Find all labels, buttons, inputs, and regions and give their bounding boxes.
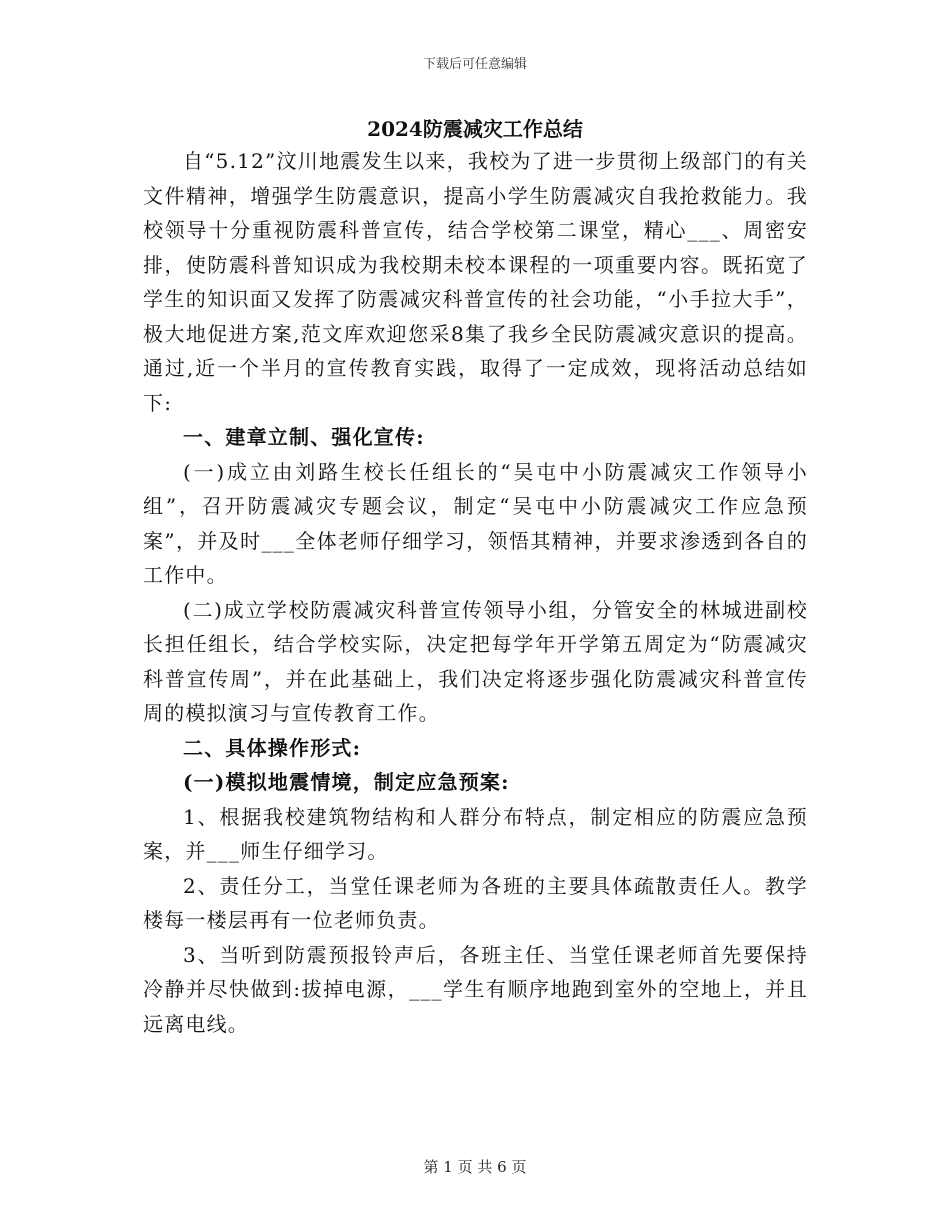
subsection-heading: (一)模拟地震情境，制定应急预案:: [183, 770, 510, 794]
header-note: 下载后可任意编辑: [422, 57, 527, 72]
intro-paragraph: 自“5.12”汶川地震发生以来，我校为了进一步贯彻上级部门的有关文件精神，增强学生防震意识，提高小学生防震减灾自我抢救能力。我校领导十分重视防震科普宣传，结合学校第二课堂，精心___、周密安排，使防震科普知识成为我校期未校本课程的一项重要内容。既拓宽了学生的知识面又发挥了防震减灾科普宣传的社会功能，“小手拉大手”，极大地促进方案,范文库欢迎您采8集了我乡全民防震减灾意识的提高。通过,近一个半月的宣传教育实践，取得了一定成效，现将活动总结如下:: [143, 149, 808, 415]
list-item: 2、责任分工，当堂任课老师为各班的主要具体疏散责任人。教学楼每一楼层再有一位老师负责。: [143, 873, 808, 932]
document-body: [143, 144, 808, 1041]
body-paragraph: (一)成立由刘路生校长任组长的“吴屯中小防震减灾工作领导小组”，召开防震减灾专题会议，制定“吴屯中小防震减灾工作应急预案”，并及时___全体老师仔细学习，领悟其精神，并要求渗透到各自的工作中。: [143, 459, 808, 587]
document-title: 2024防震减灾工作总结: [367, 117, 583, 141]
list-item: 1、根据我校建筑物结构和人群分布特点，制定相应的防震应急预案，并___师生仔细学习。: [143, 804, 808, 863]
list-item: 3、当听到防震预报铃声后，各班主任、当堂任课老师首先要保持冷静并尽快做到:拔掉电源，___学生有顺序地跑到室外的空地上，并且远离电线。: [143, 942, 808, 1036]
body-paragraph: (二)成立学校防震减灾科普宣传领导小组，分管安全的林城进副校长担任组长，结合学校实际，决定把每学年开学第五周定为“防震减灾科普宣传周”，并在此基础上，我们决定将逐步强化防震减灾科普宣传周的模拟演习与宣传教育工作。: [143, 597, 808, 725]
section-heading-2: 二、具体操作形式:: [183, 735, 362, 760]
section-heading-1: 一、建章立制、强化宣传:: [183, 425, 425, 449]
page-number: 第 1 页 共 6 页: [423, 1158, 527, 1176]
